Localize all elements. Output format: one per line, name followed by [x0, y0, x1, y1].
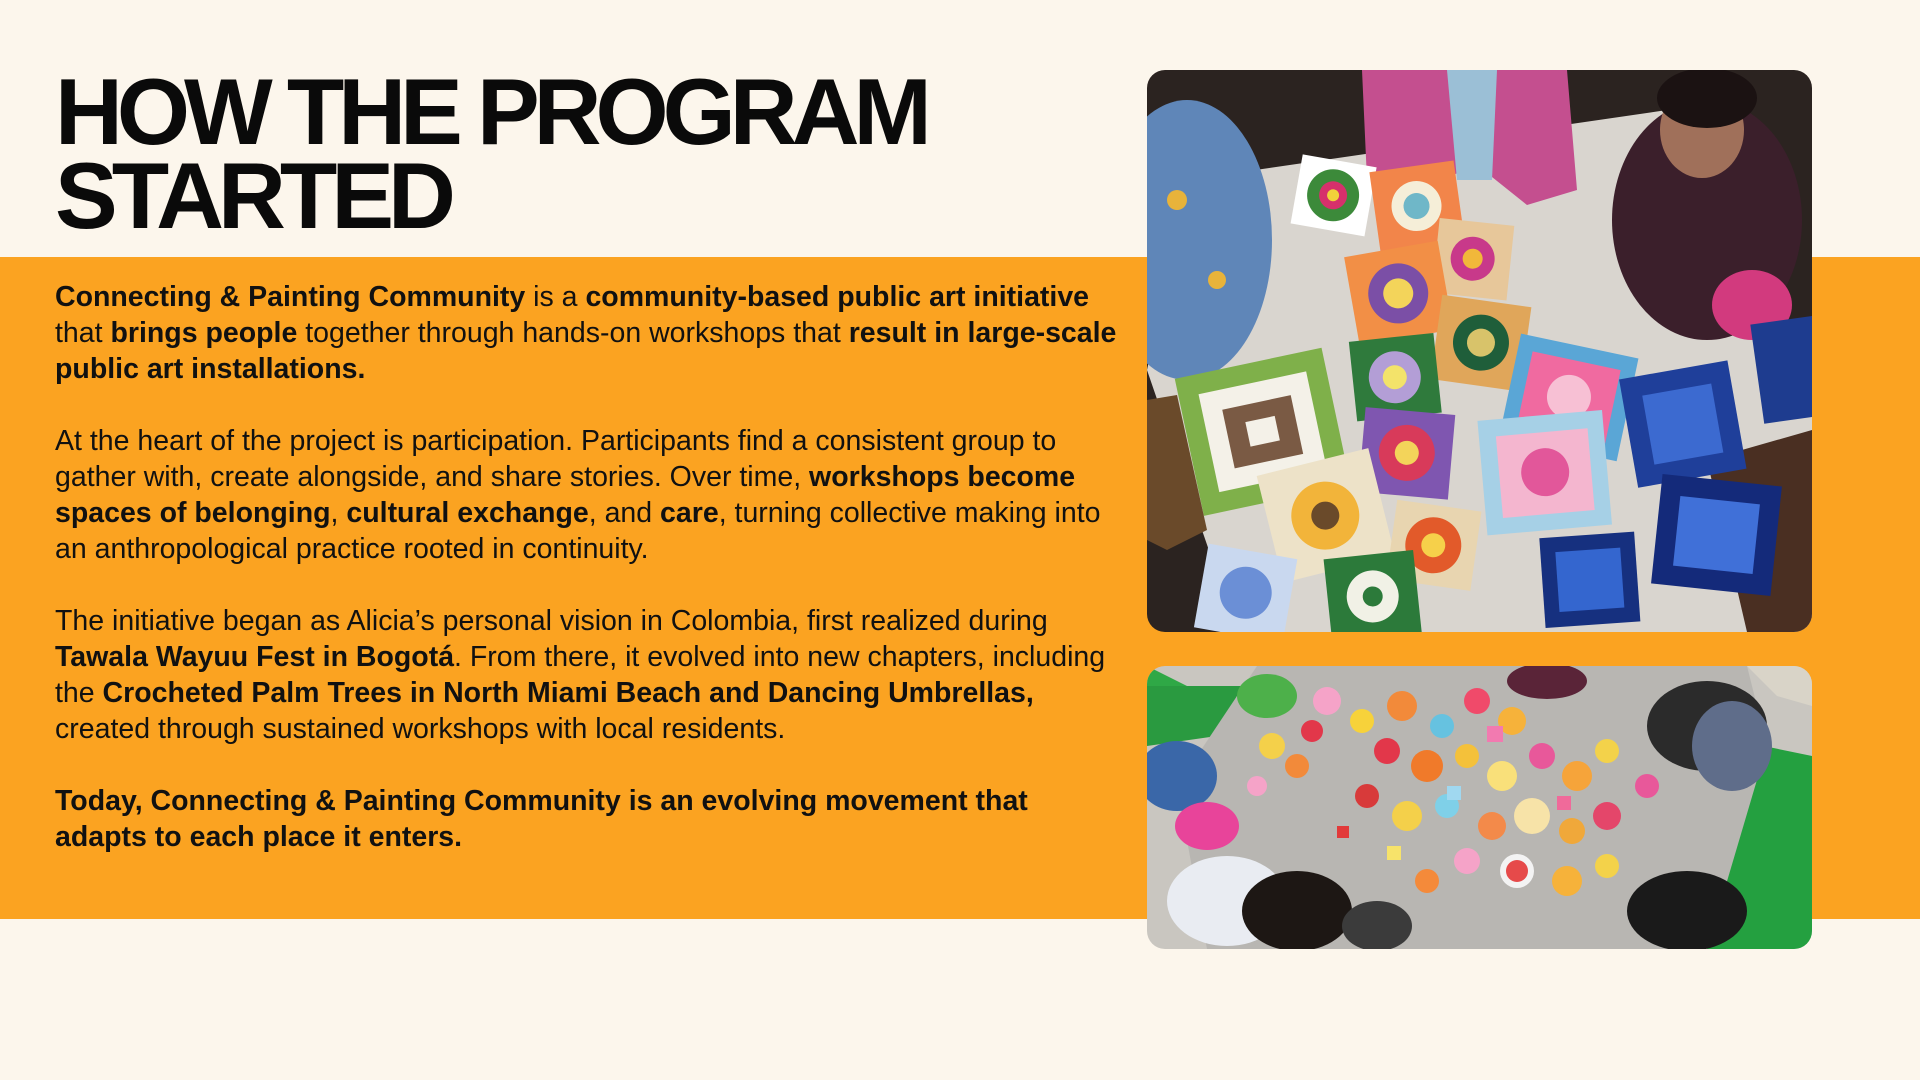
emphasis: community-based public art initiative	[585, 281, 1090, 313]
emphasis: Tawala Wayuu Fest in Bogotá	[55, 641, 455, 673]
crochet-circles-illustration	[1147, 666, 1812, 949]
page-title-line-1: HOW THE PROGRAM	[55, 59, 926, 164]
text-span: , turning collective making into an anthropological practice rooted in continuity.	[55, 497, 1101, 565]
paragraph-origin	[55, 603, 1120, 747]
text-span: The initiative began as Alicia’s personal vision in Colombia, first realized during	[55, 605, 1048, 637]
page-title-line-2: STARTED	[55, 143, 450, 248]
paragraph-today	[55, 783, 1120, 855]
text-span: created through sustained workshops with local residents.	[55, 713, 786, 745]
emphasis: cultural exchange	[346, 497, 589, 529]
emphasis: Crocheted Palm Trees in North Miami Beach and Dancing Umbrellas,	[102, 677, 1034, 709]
body-text	[55, 279, 1120, 855]
text-span: that	[55, 317, 111, 349]
paragraph-intro	[55, 279, 1120, 387]
emphasis: care	[660, 497, 719, 529]
paragraph-participation	[55, 423, 1120, 567]
emphasis: result in large-scale public art installations.	[55, 317, 1117, 385]
text-span: together through hands-on workshops that	[297, 317, 849, 349]
program-name: Connecting & Painting Community	[55, 281, 526, 313]
crochet-circles-floor-photo	[1147, 666, 1812, 949]
text-span: . From there, it evolved into new chapters, including the	[55, 641, 1106, 709]
text-span: , and	[588, 497, 661, 529]
crochet-squares-photo	[1147, 70, 1812, 632]
page-title	[55, 59, 1055, 248]
emphasis: brings people	[110, 317, 298, 349]
text-span: ,	[330, 497, 347, 529]
text-span: At the heart of the project is participation. Participants find a consistent group to gather with, create alongside, and share stories. Over time,	[55, 425, 1057, 493]
emphasis: Today, Connecting & Painting Community is an evolving movement that adapts to each place it enters.	[55, 785, 1028, 853]
text-span: is a	[525, 281, 586, 313]
crochet-squares-illustration	[1147, 70, 1812, 632]
emphasis: workshops become spaces of belonging	[55, 461, 1076, 529]
